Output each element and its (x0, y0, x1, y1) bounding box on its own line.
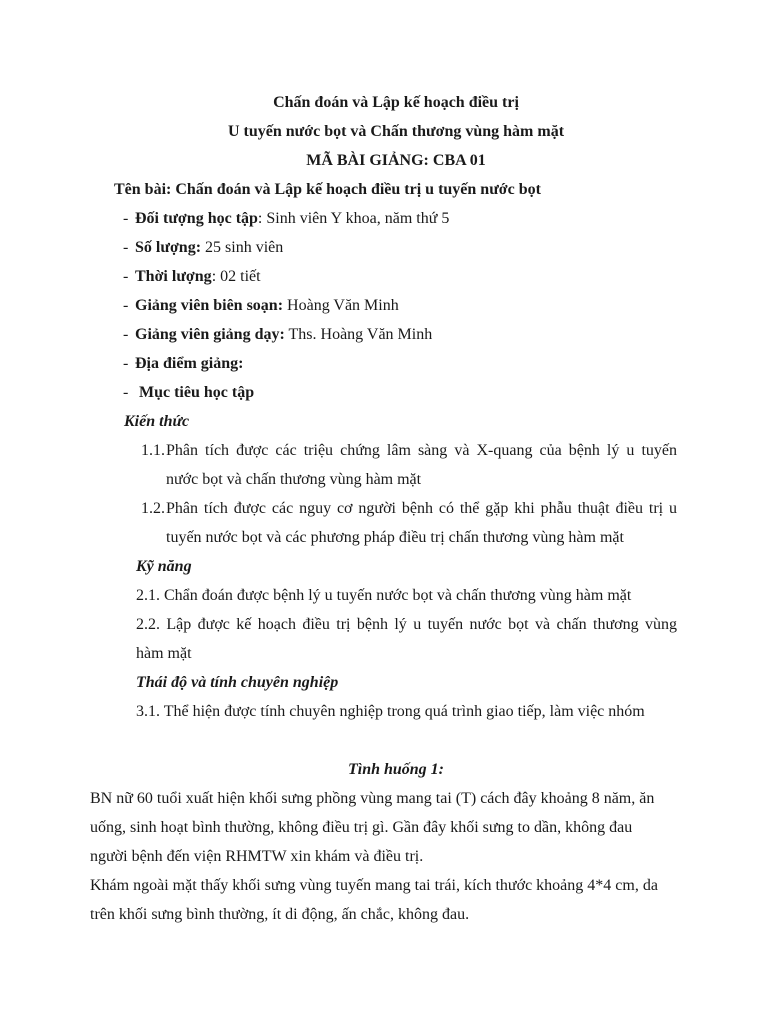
info-value: Hoàng Văn Minh (283, 297, 399, 314)
info-item-location (123, 354, 243, 374)
knowledge-item-text-cont: tuyến nước bọt và các phương pháp điều trị chấn thương vùng hàm mặt (166, 529, 624, 546)
info-label: Số lượng: (135, 239, 202, 256)
info-label: Giảng viên biên soạn: (135, 297, 284, 314)
knowledge-item-num: 1.2. (141, 500, 165, 517)
info-label: Địa điểm giảng: (135, 355, 244, 372)
bullet-dash: - (123, 297, 129, 314)
knowledge-item-num: 1.1. (141, 442, 165, 459)
skills-item-cont: hàm mặt (136, 645, 192, 662)
case-text-line: trên khối sưng bình thường, ít di động, ấn chắc, không đau. (90, 906, 470, 923)
info-label: Giảng viên giảng dạy: (135, 326, 285, 343)
info-value: Ths. Hoàng Văn Minh (284, 326, 433, 343)
lecture-code: MÃ BÀI GIẢNG: CBA 01 (306, 152, 486, 169)
bullet-dash: - (123, 268, 129, 285)
knowledge-item-text-cont: nước bọt và chấn thương vùng hàm mặt (166, 471, 422, 488)
knowledge-heading: Kiến thức (124, 413, 190, 430)
bullet-dash: - (123, 326, 129, 343)
info-item-duration (123, 267, 261, 287)
bullet-dash: - (123, 210, 129, 227)
case-title: Tình huống 1: (347, 761, 445, 778)
attitude-item: 3.1. Thể hiện được tính chuyên nghiệp trong quá trình giao tiếp, làm việc nhóm (136, 703, 645, 720)
info-item-lecturer (123, 325, 432, 345)
info-value: : 02 tiết (211, 268, 261, 285)
info-label: Thời lượng (135, 268, 212, 285)
case-text-line: Khám ngoài mặt thấy khối sưng vùng tuyến mang tai trái, kích thước khoảng 4*4 cm, da (90, 877, 658, 894)
attitude-heading: Thái độ và tính chuyên nghiệp (136, 674, 339, 691)
info-item-quantity (123, 238, 283, 258)
lesson-title: Tên bài: Chấn đoán và Lập kế hoạch điều trị u tuyến nước bọt (114, 181, 541, 198)
bullet-dash: - (123, 239, 129, 256)
info-value: : Sinh viên Y khoa, năm thứ 5 (257, 210, 450, 227)
case-text-line: người bệnh đến viện RHMTW xin khám và điều trị. (90, 848, 424, 865)
bullet-dash: - (123, 384, 129, 401)
info-label: Đối tượng học tập (135, 210, 258, 227)
skills-item: 2.1. Chẩn đoán được bệnh lý u tuyến nước bọt và chấn thương vùng hàm mặt (136, 587, 632, 604)
doc-subtitle: U tuyến nước bọt và Chấn thương vùng hàm mặt (227, 123, 565, 140)
skills-item: 2.2. Lập được kế hoạch điều trị bệnh lý u tuyến nước bọt và chấn thương vùng (136, 616, 677, 633)
knowledge-item-text: Phân tích được các nguy cơ người bệnh có thể gặp khi phẫu thuật điều trị u (166, 500, 677, 517)
bullet-dash: - (123, 355, 129, 372)
info-label: Mục tiêu học tập (135, 384, 255, 401)
info-item-objectives (123, 383, 254, 403)
case-text-line: BN nữ 60 tuổi xuất hiện khối sưng phồng vùng mang tai (T) cách đây khoảng 8 năm, ăn (90, 790, 655, 807)
knowledge-item-text: Phân tích được các triệu chứng lâm sàng và X-quang của bệnh lý u tuyến (166, 442, 677, 459)
skills-heading: Kỹ năng (136, 558, 192, 575)
info-item-author (123, 296, 399, 316)
info-value: 25 sinh viên (201, 239, 284, 256)
case-text-line: uống, sinh hoạt bình thường, không điều trị gì. Gần đây khối sưng to dần, không đau (90, 819, 633, 836)
info-item-target-learners (123, 209, 449, 229)
doc-title: Chấn đoán và Lập kế hoạch điều trị (273, 94, 519, 111)
